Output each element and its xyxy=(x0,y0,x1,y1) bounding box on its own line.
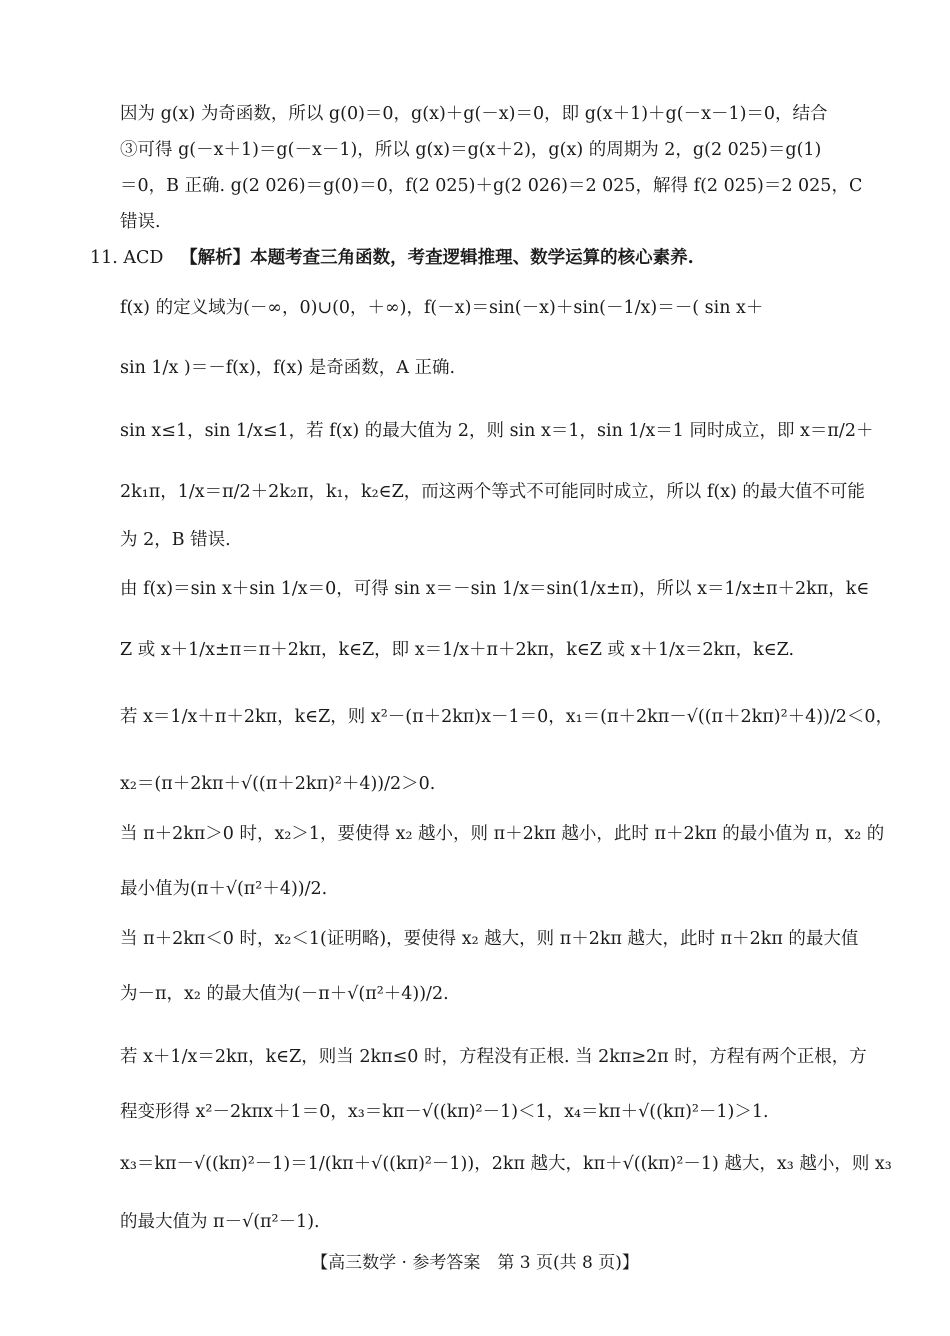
text-line: Z 或 x＋1/x±π＝π＋2kπ，k∈Z，即 x＝1/x＋π＋2kπ，k∈Z 或 x＋1/x＝2kπ，k∈Z. xyxy=(120,640,795,660)
text-line: sin 1/x )＝－f(x)，f(x) 是奇函数，A 正确. xyxy=(120,358,456,378)
question-heading xyxy=(90,247,830,269)
text-line: 为 2，B 错误. xyxy=(120,530,231,550)
text-line: 若 x＋1/x＝2kπ，k∈Z，则当 2kπ≤0 时，方程没有正根. 当 2kπ≥2π 时，方程有两个正根，方 xyxy=(120,1047,867,1067)
text-line: 2k₁π，1/x＝π/2＋2k₂π，k₁，k₂∈Z，而这两个等式不可能同时成立，所以 f(x) 的最大值不可能 xyxy=(120,482,865,502)
text-line: sin x≤1，sin 1/x≤1，若 f(x) 的最大值为 2，则 sin x＝1，sin 1/x＝1 同时成立，即 x＝π/2＋ xyxy=(120,421,874,441)
analysis-heading: 【解析】本题考查三角函数，考查逻辑推理、数学运算的核心素养. xyxy=(180,248,694,268)
text-line: ＝0，B 正确. g(2 026)＝g(0)＝0，f(2 025)＋g(2 026)＝2 025，解得 f(2 025)＝2 025，C xyxy=(120,176,863,196)
text-line: 最小值为(π＋√(π²＋4))/2. xyxy=(120,879,328,899)
text-line: x₃＝kπ－√((kπ)²－1)＝1/(kπ＋√((kπ)²－1))，2kπ 越大，kπ＋√((kπ)²－1) 越大，x₃ 越小，则 x₃ xyxy=(120,1154,892,1174)
text-line: 由 f(x)＝sin x＋sin 1/x＝0，可得 sin x＝－sin 1/x＝sin(1/x±π)，所以 x＝1/x±π＋2kπ，k∈ xyxy=(120,579,870,599)
text-line: 当 π＋2kπ＞0 时，x₂＞1，要使得 x₂ 越小，则 π＋2kπ 越小，此时 π＋2kπ 的最小值为 π，x₂ 的 xyxy=(120,824,885,844)
page-footer: 【高三数学 · 参考答案 第 3 页(共 8 页)】 xyxy=(311,1253,639,1273)
text-line: 的最大值为 π－√(π²－1). xyxy=(120,1212,320,1232)
text-line: 因为 g(x) 为奇函数，所以 g(0)＝0，g(x)＋g(－x)＝0，即 g(x＋1)＋g(－x－1)＝0，结合 xyxy=(120,104,828,124)
text-line: 为－π，x₂ 的最大值为(－π＋√(π²＋4))/2. xyxy=(120,984,449,1004)
text-line: 错误. xyxy=(120,212,161,232)
text-line: f(x) 的定义域为(－∞，0)∪(0，＋∞)，f(－x)＝sin(－x)＋sin(－1/x)＝－( sin x＋ xyxy=(120,298,764,318)
text-line: ③可得 g(－x＋1)＝g(－x－1)，所以 g(x)＝g(x＋2)，g(x) 的周期为 2，g(2 025)＝g(1) xyxy=(120,140,822,160)
question-number: 11. ACD xyxy=(90,248,164,268)
text-line: 若 x＝1/x＋π＋2kπ，k∈Z，则 x²－(π＋2kπ)x－1＝0，x₁＝(π＋2kπ－√((π＋2kπ)²＋4))/2＜0， xyxy=(120,707,894,727)
text-line: 程变形得 x²－2kπx＋1＝0，x₃＝kπ－√((kπ)²－1)＜1，x₄＝kπ＋√((kπ)²－1)＞1. xyxy=(120,1102,769,1122)
text-line: 当 π＋2kπ＜0 时，x₂＜1(证明略)，要使得 x₂ 越大，则 π＋2kπ 越大，此时 π＋2kπ 的最大值 xyxy=(120,929,859,949)
text-line: x₂＝(π＋2kπ＋√((π＋2kπ)²＋4))/2＞0. xyxy=(120,774,436,794)
